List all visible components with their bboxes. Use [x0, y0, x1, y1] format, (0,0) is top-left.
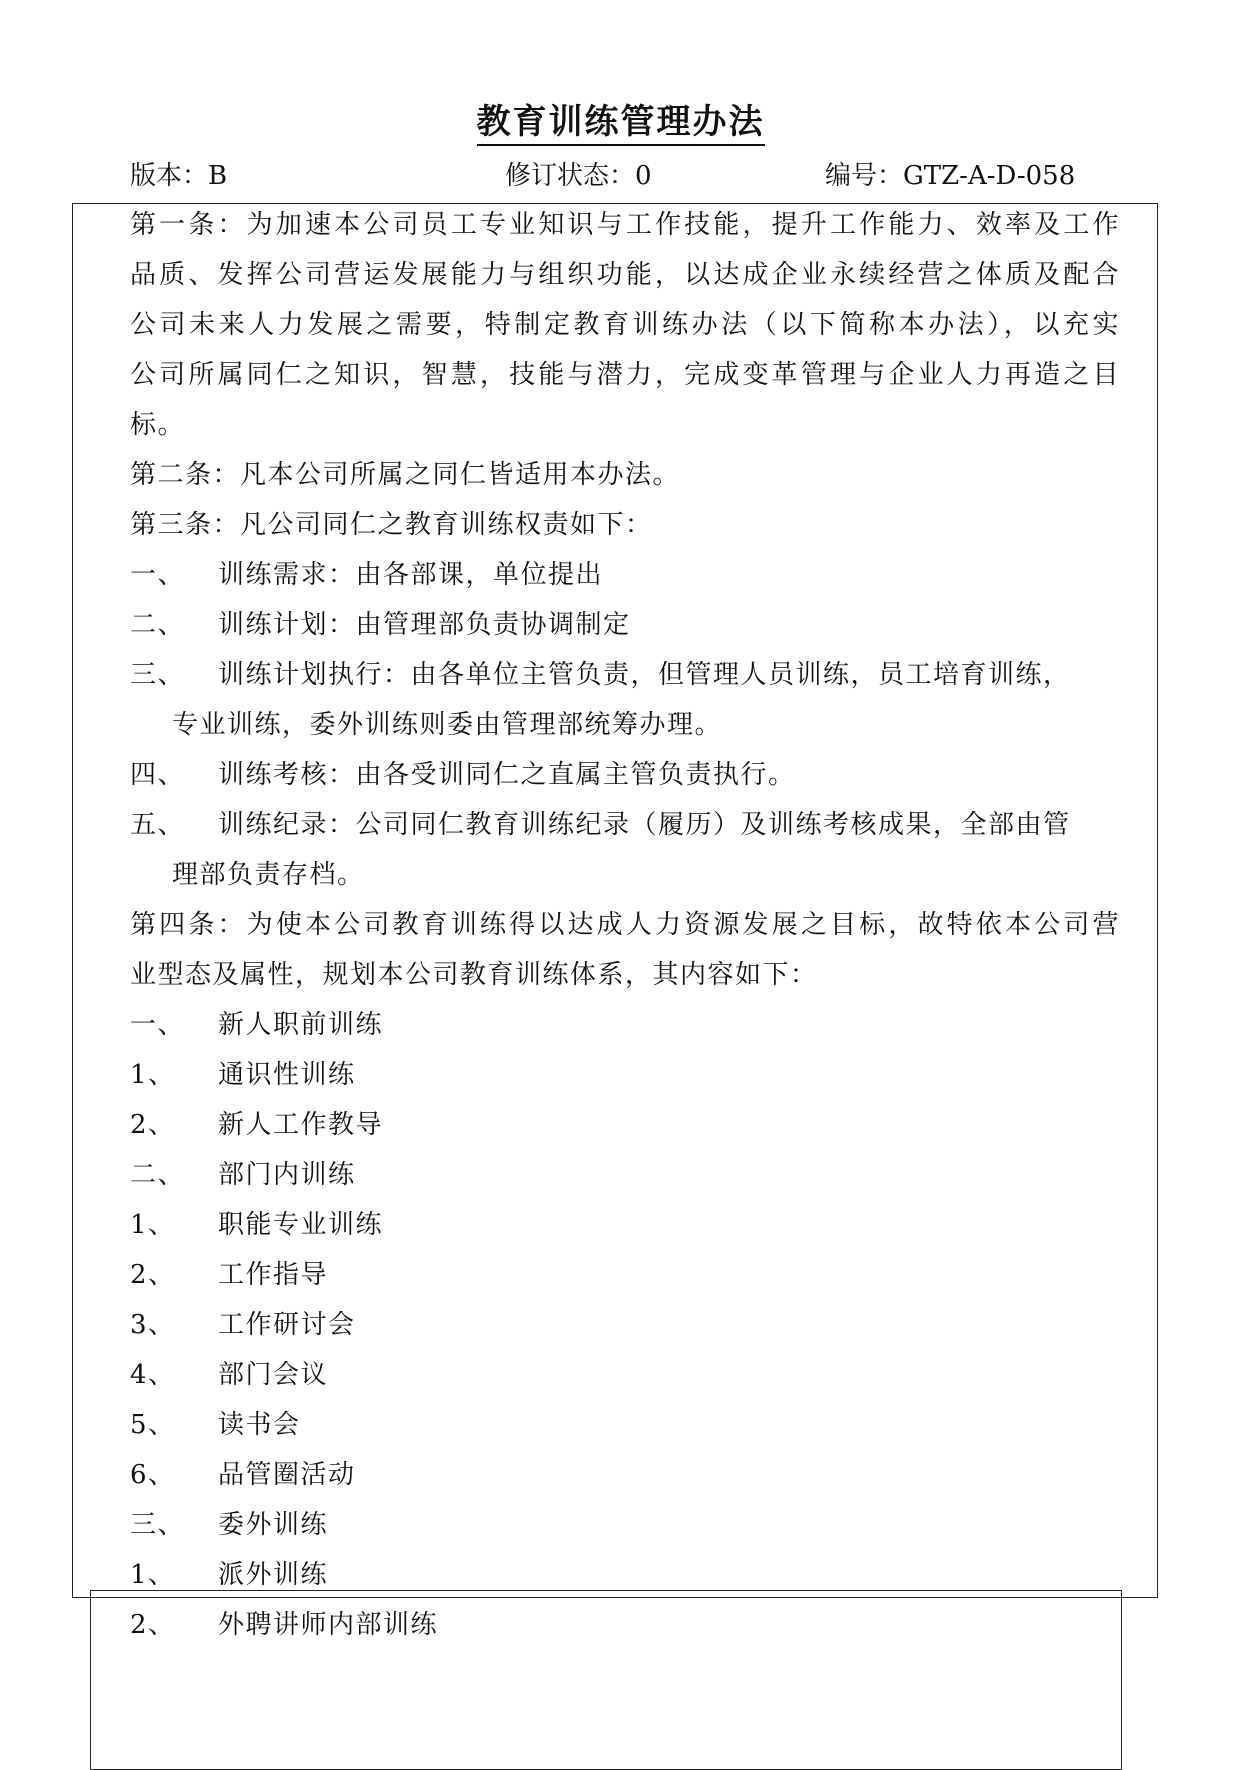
article-3-heading: 第三条：凡公司同仁之教育训练权责如下：	[130, 510, 653, 540]
article-4-item: 3、 工作研讨会	[130, 1310, 356, 1340]
article-4-item: 4、 部门会议	[130, 1360, 329, 1390]
article-3-item: 四、 训练考核：由各受训同仁之直属主管负责执行。	[130, 760, 796, 790]
article-4-item: 2、 工作指导	[130, 1260, 329, 1290]
article-3-item-continuation: 专业训练，委外训练则委由管理部统筹办理。	[172, 710, 723, 740]
article-4-item: 一、 新人职前训练	[130, 1010, 384, 1040]
article-1-line: 公司未来人力发展之需要，特制定教育训练办法（以下简称本办法），以充实	[130, 310, 1120, 340]
article-4-item: 1、 派外训练	[130, 1560, 329, 1590]
document-body	[130, 200, 1120, 1650]
article-4-item: 1、 通识性训练	[130, 1060, 356, 1090]
article-1-line: 公司所属同仁之知识，智慧，技能与潜力，完成变革管理与企业人力再造之目	[130, 360, 1120, 390]
version-label: 版本：B	[130, 161, 228, 191]
article-4-item: 二、 部门内训练	[130, 1160, 356, 1190]
article-4-item: 2、 外聘讲师内部训练	[130, 1610, 439, 1640]
article-3-item-continuation: 理部负责存档。	[172, 860, 365, 890]
article-1-line: 品质、发挥公司营运发展能力与组织功能，以达成企业永续经营之体质及配合	[130, 260, 1120, 290]
document-code-label: 编号：GTZ-A-D-058	[825, 161, 1076, 191]
article-4-item: 2、 新人工作教导	[130, 1110, 384, 1140]
article-4-item: 6、 品管圈活动	[130, 1460, 356, 1490]
article-4-item: 1、 职能专业训练	[130, 1210, 384, 1240]
article-1-line: 第一条：为加速本公司员工专业知识与工作技能，提升工作能力、效率及工作	[130, 210, 1120, 240]
article-4-line: 业型态及属性，规划本公司教育训练体系，其内容如下：	[130, 960, 818, 990]
article-4-item: 三、 委外训练	[130, 1510, 329, 1540]
article-4-item: 5、 读书会	[130, 1410, 301, 1440]
article-3-item: 三、 训练计划执行：由各单位主管负责，但管理人员训练，员工培育训练，	[130, 660, 1071, 690]
article-2: 第二条：凡本公司所属之同仁皆适用本办法。	[130, 460, 681, 490]
article-1-line: 标。	[130, 410, 186, 440]
document-title: 教育训练管理办法	[0, 94, 1241, 143]
revision-status-label: 修订状态：0	[505, 161, 652, 191]
article-4-line: 第四条：为使本公司教育训练得以达成人力资源发展之目标，故特依本公司营	[130, 910, 1120, 940]
article-3-item: 五、 训练纪录：公司同仁教育训练纪录（履历）及训练考核成果，全部由管	[130, 810, 1071, 840]
article-3-item: 一、 训练需求：由各部课，单位提出	[130, 560, 604, 590]
article-3-item: 二、 训练计划：由管理部负责协调制定	[130, 610, 631, 640]
